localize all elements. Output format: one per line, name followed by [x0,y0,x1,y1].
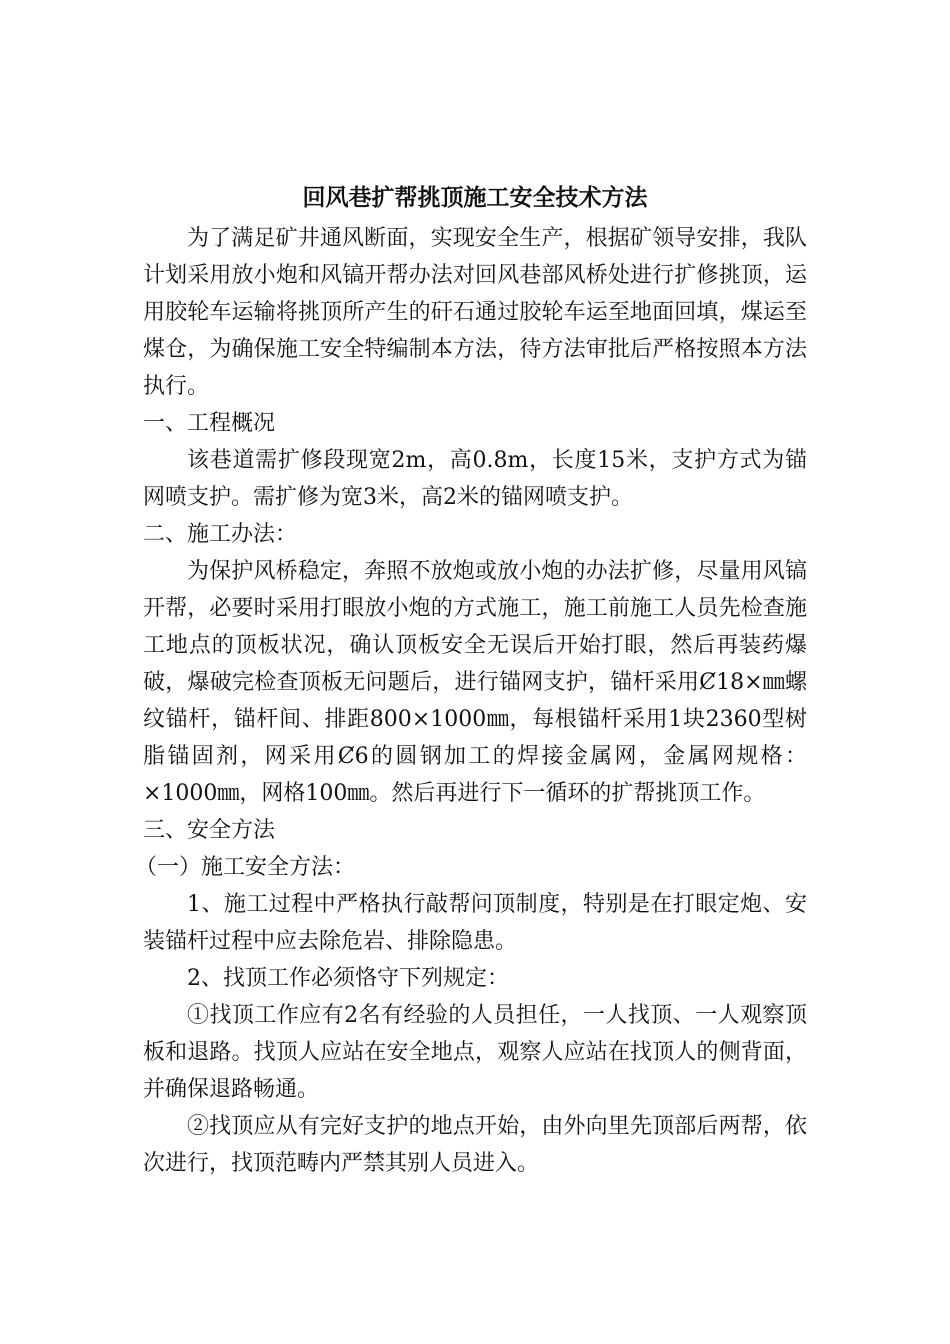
section-heading-method: 二、施工办法： [143,522,298,547]
safety-item-1: 1、施工过程中严格执行敲帮问顶制度，特别是在打眼定炮、安装锚杆过程中应去除危岩、排除隐患。 [143,892,807,954]
method-paragraph: 为保护风桥稳定，奔照不放炮或放小炮的办法扩修，尽量用风镐开帮，必要时采用打眼放小炮的方式施工，施工前施工人员先检查施工地点的顶板状况，确认顶板安全无误后开始打眼，然后再装药爆破，爆破完检查顶板无问题后，进行锚网支护，锚杆采用Ȼ18×㎜螺纹锚杆，锚杆间、排距800×1000㎜，每根锚杆采用1块2360型树脂锚固剂，网采用Ȼ6的圆钢加工的焊接金属网，金属网规格：×1000㎜，网格100㎜。然后再进行下一循环的扩帮挑顶工作。 [143,559,807,806]
section-heading-overview: 一、工程概况 [143,411,276,436]
document-title: 回风巷扩帮挑顶施工安全技术方法 [302,184,648,211]
section-heading-safety: 三、安全方法 [143,818,276,843]
overview-paragraph: 该巷道需扩修段现宽2m，高0.8m，长度15米，支护方式为锚网喷支护。需扩修为宽3米，高2米的锚网喷支护。 [143,448,807,510]
intro-paragraph: 为了满足矿井通风断面，实现安全生产，根据矿领导安排，我队计划采用放小炮和风镐开帮办法对回风巷部风桥处进行扩修挑顶，运用胶轮车运输将挑顶所产生的矸石通过胶轮车运至地面回填，煤运至煤仓，为确保施工安全特编制本方法，待方法审批后严格按照本方法执行。 [143,226,807,399]
safety-item-2-rule-1: ①找顶工作应有2名有经验的人员担任，一人找顶、一人观察顶板和退路。找顶人应站在安全地点，观察人应站在找顶人的侧背面，并确保退路畅通。 [143,1003,807,1102]
safety-item-2-rule-2: ②找顶应从有完好支护的地点开始，由外向里先顶部后两帮，依次进行，找顶范畴内严禁其别人员进入。 [143,1114,807,1176]
safety-item-2: 2、找顶工作必须恪守下列规定： [187,966,509,991]
subsection-heading-construction-safety: （一）施工安全方法： [135,855,356,880]
document-body [135,178,807,1182]
